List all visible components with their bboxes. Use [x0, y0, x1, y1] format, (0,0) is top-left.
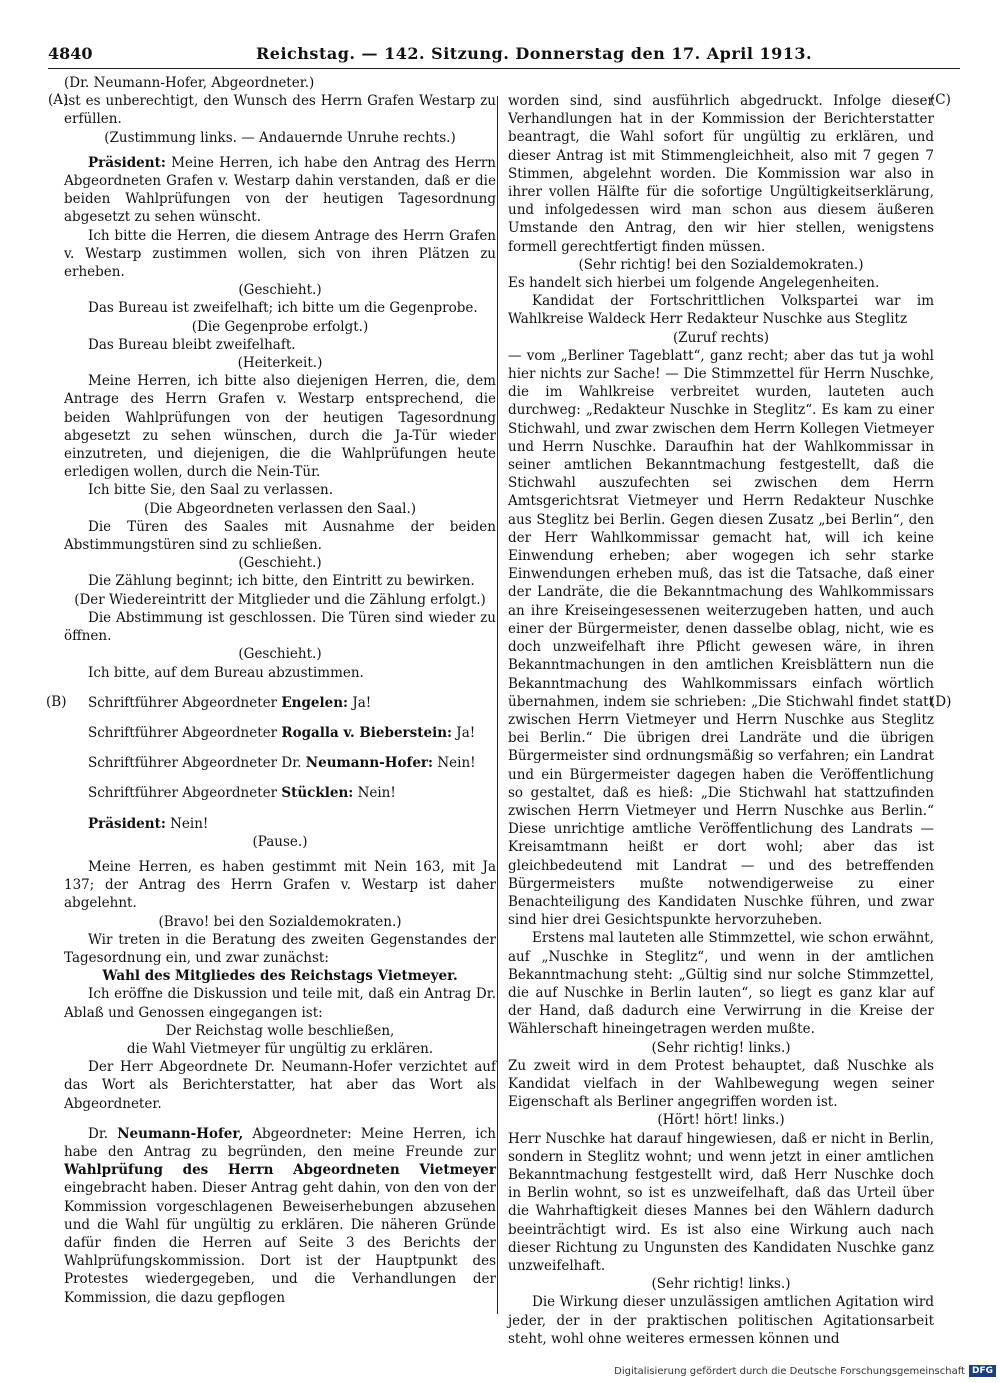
paragraph: Die Zählung beginnt; ich bitte, den Eintritt zu bewirken.: [88, 573, 475, 590]
page-number: 4840: [48, 44, 93, 63]
margin-marker-a: (A): [48, 92, 69, 108]
agenda-item: Wahl des Mitgliedes des Reichstags Vietmeyer.: [102, 968, 458, 985]
vote-value: Nein!: [357, 785, 396, 802]
secretary-label: Schriftführer Abgeordneter: [88, 785, 278, 802]
remark: (Sehr richtig! links.): [651, 1039, 791, 1056]
remark: (Geschieht.): [238, 555, 322, 572]
remark: (Geschieht.): [238, 646, 322, 663]
right-column: [508, 74, 934, 1348]
remark: (Zustimmung links. — Andauernde Unruhe rechts.): [104, 129, 456, 146]
remark: (Bravo! bei den Sozialdemokraten.): [158, 913, 402, 930]
paragraph: Ich bitte Sie, den Saal zu verlassen.: [88, 482, 334, 499]
page-header: [48, 44, 960, 66]
speech-paragraph: [64, 1125, 496, 1307]
paragraph: Zu zweit wird in dem Protest behauptet, daß Nuschke als Kandidat vielfach in der Wahlbewegung wegen seiner Eigenschaft als Berliner angegriffen worden ist.: [508, 1057, 934, 1111]
speech-text: Meine Herren, ich habe den Antrag zu begründen, den meine Freunde zur: [64, 1125, 497, 1160]
speaker-role: Abgeordneter:: [252, 1125, 352, 1142]
margin-marker-b: (B): [46, 694, 67, 710]
paragraph: Kandidat der Fortschrittlichen Volkspartei war im Wahlkreise Waldeck Herr Redakteur Nuschke aus Steglitz: [508, 293, 934, 328]
secretary-vote-3: [64, 754, 496, 772]
paragraph: Es handelt sich hierbei um folgende Angelegenheiten.: [508, 275, 880, 292]
paragraph: Die Wirkung dieser unzulässigen amtlichen Agitation wird jeder, der in der praktischen politischen Agitationsarbeit steht, wohl ohne weiteres ermessen können und: [508, 1294, 934, 1347]
vote-value: Ja!: [352, 694, 372, 711]
paragraph: Herr Nuschke hat darauf hingewiesen, daß er nicht in Berlin, sondern in Steglitz wohnt; und wenn jetzt in einer amtlichen Bekanntmachung festgestellt wird, daß Herr Nuschke doch in Berlin wohnt, so ist es unzweifelhaft, daß das Urteil über die Wahrhaftigkeit dieses Mannes bei den Wählern dadurch beeinträchtigt wird. Es ist also eine Wirkung auch nach dieser Richtung zu Ungunsten des Kandidaten Nuschke ganz unzweifelhaft.: [508, 1130, 934, 1274]
vote-value: Nein!: [437, 755, 476, 772]
credit-text: Digitalisierung gefördert durch die Deutsche Forschungsgemeinschaft: [614, 1365, 965, 1377]
remark: (Hört! hört! links.): [657, 1112, 785, 1129]
paragraph: Meine Herren, es haben gestimmt mit Nein 163, mit Ja 137; der Antrag des Herrn Grafen v. Westarp ist daher abgelehnt.: [64, 858, 496, 912]
secretary-vote-2: [64, 724, 496, 742]
remark: (Die Gegenprobe erfolgt.): [191, 318, 369, 335]
speaker-label: Präsident:: [88, 815, 166, 832]
secretary-label: Schriftführer Abgeordneter: [88, 724, 278, 741]
paragraph: Das Bureau ist zweifelhaft; ich bitte um die Gegenprobe.: [88, 300, 478, 317]
remark: (Pause.): [252, 833, 308, 850]
paragraph: Ich bitte die Herren, die diesem Antrage des Herrn Grafen v. Westarp zustimmen wollen, sich von ihren Plätzen zu erheben.: [64, 227, 496, 281]
header-rule: [48, 68, 960, 69]
page-running-title: Reichstag. — 142. Sitzung. Donnerstag den 17. April 1913.: [256, 44, 813, 63]
column-divider: [497, 96, 498, 1314]
paragraph: Die Türen des Saales mit Ausnahme der beiden Abstimmungstüren sind zu schließen.: [64, 518, 496, 554]
paragraph: [64, 154, 496, 227]
remark: (Heiterkeit.): [237, 355, 323, 372]
remark: (Geschieht.): [238, 282, 322, 299]
speech-text: Nein!: [170, 815, 209, 832]
vote-value: Ja!: [456, 724, 476, 741]
motion-line: die Wahl Vietmeyer für ungültig zu erklären.: [126, 1040, 434, 1057]
paragraph: worden sind, sind ausführlich abgedruckt. Infolge dieser Verhandlungen hat in der Kommission der Berichterstatter beantragt, die Wahl sofort für ungültig zu erklären, und dieser Antrag ist mit Stimmengleichheit, also mit 7 gegen 7 Stimmen, abgelehnt worden. Die Kommission war also in ihrer vollen Hälfte für die sofortige Ungültigkeitserklärung, und infolgedessen wird man schon aus diesem äußeren Umstande den Antrag, den wir hier stellen, wenigstens formell gerechtfertigt finden müssen.: [508, 93, 934, 255]
speaker-title: Dr.: [88, 1125, 109, 1142]
paragraph: Wir treten in die Beratung des zweiten Gegenstandes der Tagesordnung ein, und zwar zunächst:: [64, 931, 496, 966]
speech-emphasis: Wahlprüfung des Herrn Abgeordneten Vietmeyer: [64, 1162, 496, 1179]
secretary-label: Schriftführer Abgeordneter: [88, 755, 278, 772]
speaker-name: Neumann-Hofer,: [117, 1125, 244, 1142]
remark: (Die Abgeordneten verlassen den Saal.): [143, 500, 417, 517]
secretary-vote-4: [64, 784, 496, 802]
speech-text: Meine Herren, ich habe den Antrag des Herrn Abgeordneten Grafen v. Westarp dahin verstanden, daß er die beiden Wahlprüfungen von der heutigen Tagesordnung abgesetzt zu sehen wünscht.: [64, 154, 496, 226]
remark: (Sehr richtig! bei den Sozialdemokraten.): [578, 256, 864, 273]
paragraph: Meine Herren, ich bitte also diejenigen Herren, die, dem Antrage des Herrn Grafen v. Westarp entsprechend, die beiden Wahlprüfungen von der heutigen Tagesordnung abgesetzt zu sehen wünschen, durch die Ja-Tür wieder einzutreten, und diejenigen, die die Wahlprüfungen heute erledigen wollen, durch die Nein-Tür.: [64, 373, 496, 481]
paragraph: Das Bureau bleibt zweifelhaft.: [88, 336, 296, 353]
paragraph: Die Abstimmung ist geschlossen. Die Türen sind wieder zu öffnen.: [64, 609, 496, 645]
paragraph: Ich eröffne die Diskussion und teile mit, daß ein Antrag Dr. Ablaß und Genossen eingegangen ist:: [64, 986, 496, 1021]
secretary-name: Rogalla v. Bieberstein:: [281, 724, 452, 741]
motion-line: Der Reichstag wolle beschließen,: [165, 1022, 395, 1039]
left-column: [64, 74, 496, 1307]
margin-marker-c: (C): [930, 92, 951, 108]
paragraph: — vom „Berliner Tageblatt“, ganz recht; aber das tut ja wohl hier nichts zur Sache! — Die Stimmzettel für Herrn Nuschke, die im Wahlkreise verbreitet wurden, lauteten auch durchweg: „Redakteur Nuschke in Steglitz“. Es kam zu einer Stichwahl, und zwar zwischen dem Herrn Kollegen Vietmeyer und Herrn Nuschke. Daraufhin hat der Wahlkommissar in seiner amtlichen Bekanntmachung festgestellt, daß die Stichwahl auszufechten sei zwischen dem Herrn Amtsgerichtsrat Vietmeyer und Herrn Redakteur Nuschke aus Steglitz bei Berlin. Gegen diesen Zusatz „bei Berlin“, den der Herr Wahlkommissar gemacht hat, will ich keine Einwendung erheben; aber wogegen ich sehr starke Einwendungen erheben muß, das ist die Tatsache, daß einer der Landräte, die die Bekanntmachung des Wahlkommissars an ihre Kreiseingesessenen weiterzugeben hatten, und auch einer der Bürgermeister, denen dasselbe oblag, nicht, wie es doch unzweifelhaft ihre Pflicht gewesen wäre, in ihren Bekanntmachungen in den amtlichen Kreisblättern nun die Bekanntmachung des Wahlkommissars einfach wörtlich übernahmen, indem sie schrieben: „Die Stichwahl findet statt zwischen Herrn Vietmeyer und Herrn Nuschke aus Steglitz bei Berlin.“ Die übrigen drei Landräte und die übrigen Bürgermeister sind ordnungsmäßig so verfahren; ein Landrat und ein Bürgermeister dagegen haben die Veröffentlichung so gestaltet, daß es hieß: „Die Stichwahl hat stattzufinden zwischen Herrn Vietmeyer und Herrn Nuschke aus Berlin.“ Diese unrichtige amtliche Veröffentlichung des Landrats — Kreisamtmann heißt er dort wohl; aber das ist gleichbedeutend mit Landrat — und des betreffenden Bürgermeisters mußte notwendigerweise zu einer Benachteiligung des Kandidaten Nuschke führen, und zwar sind hier drei Gesichtspunkte hervorzuheben.: [508, 347, 934, 929]
secretary-title: Dr.: [281, 755, 302, 772]
paragraph: Erstens mal lauteten alle Stimmzettel, wie schon erwähnt, auf „Nuschke in Steglitz“, und wenn in der amtlichen Bekanntmachung steht: „Gültig sind nur solche Stimmzettel, die auf Nuschke in Berlin lauten“, so liegt es ganz klar auf der Hand, daß dadurch eine Verwirrung in die Kreise der Wählerschaft hineingetragen werden mußte.: [508, 930, 934, 1038]
paragraph: ist es unberechtigt, den Wunsch des Herrn Grafen Westarp zu erfüllen.: [64, 93, 496, 128]
remark: (Zuruf rechts): [672, 329, 770, 346]
dfg-logo: DFG: [969, 1365, 996, 1377]
secretary-label: Schriftführer Abgeordneter: [88, 694, 278, 711]
secretary-name: Neumann-Hofer:: [305, 755, 434, 772]
remark: (Der Wiedereintritt der Mitglieder und die Zählung erfolgt.): [74, 591, 486, 608]
secretary-vote-1: [64, 694, 496, 712]
secretary-name: Engelen:: [281, 694, 349, 711]
paragraph: Ich bitte, auf dem Bureau abzustimmen.: [88, 664, 364, 681]
speaker-note: (Dr. Neumann-Hofer, Abgeordneter.): [64, 75, 315, 91]
president-statement: [64, 815, 496, 833]
digitization-credit: [614, 1365, 996, 1377]
margin-marker-d: (D): [930, 694, 952, 710]
paragraph: Der Herr Abgeordnete Dr. Neumann-Hofer verzichtet auf das Wort als Berichterstatter, hat aber das Wort als Abgeordneter.: [64, 1059, 496, 1112]
secretary-name: Stücklen:: [281, 785, 354, 802]
remark: (Sehr richtig! links.): [651, 1276, 791, 1293]
speaker-label: Präsident:: [88, 154, 166, 171]
speech-text: eingebracht haben. Dieser Antrag geht dahin, von den von der Kommission vorgeschlagenen Beweiserhebungen abzusehen und die Wahl für ungültig zu erklären. Die näheren Gründe dafür finden die Herren auf Seite 3 des Berichts der Wahlprüfungskommission. Dort ist der Hauptpunkt des Protestes wiedergegeben, und die Verhandlungen der Kommission, die dazu gepflogen: [64, 1180, 496, 1306]
